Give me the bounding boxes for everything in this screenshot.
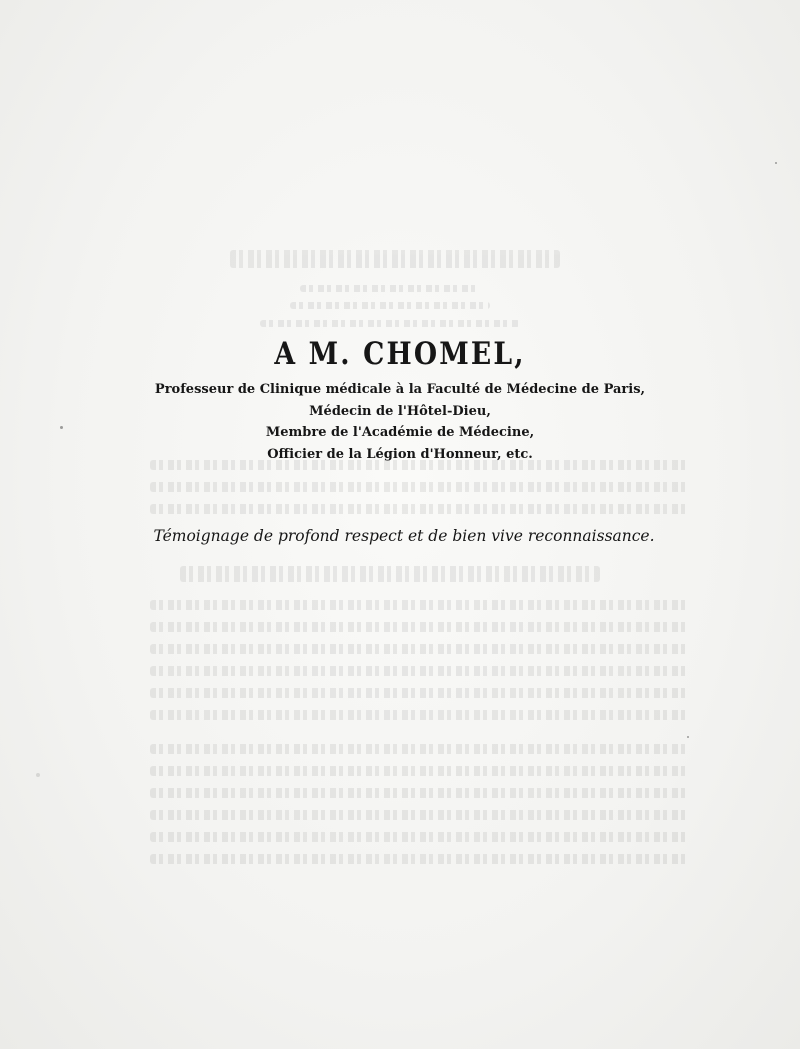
honorific-line: Officier de la Légion d'Honneur, etc. bbox=[267, 446, 533, 462]
paper-speck bbox=[775, 162, 777, 164]
dedication-title: A M. CHOMEL, bbox=[274, 336, 526, 372]
honorific-titles bbox=[0, 379, 800, 465]
paper-speck bbox=[687, 736, 689, 738]
tribute-line: Témoignage de profond respect et de bien vive reconnaissance. bbox=[153, 527, 655, 545]
paper-speck bbox=[60, 426, 63, 429]
paper-speck bbox=[36, 773, 40, 777]
honorific-line: Professeur de Clinique médicale à la Faculté de Médecine de Paris, bbox=[154, 382, 646, 397]
honorific-line: Membre de l'Académie de Médecine, bbox=[265, 425, 535, 440]
honorific-line: Médecin de l'Hôtel-Dieu, bbox=[309, 403, 491, 419]
